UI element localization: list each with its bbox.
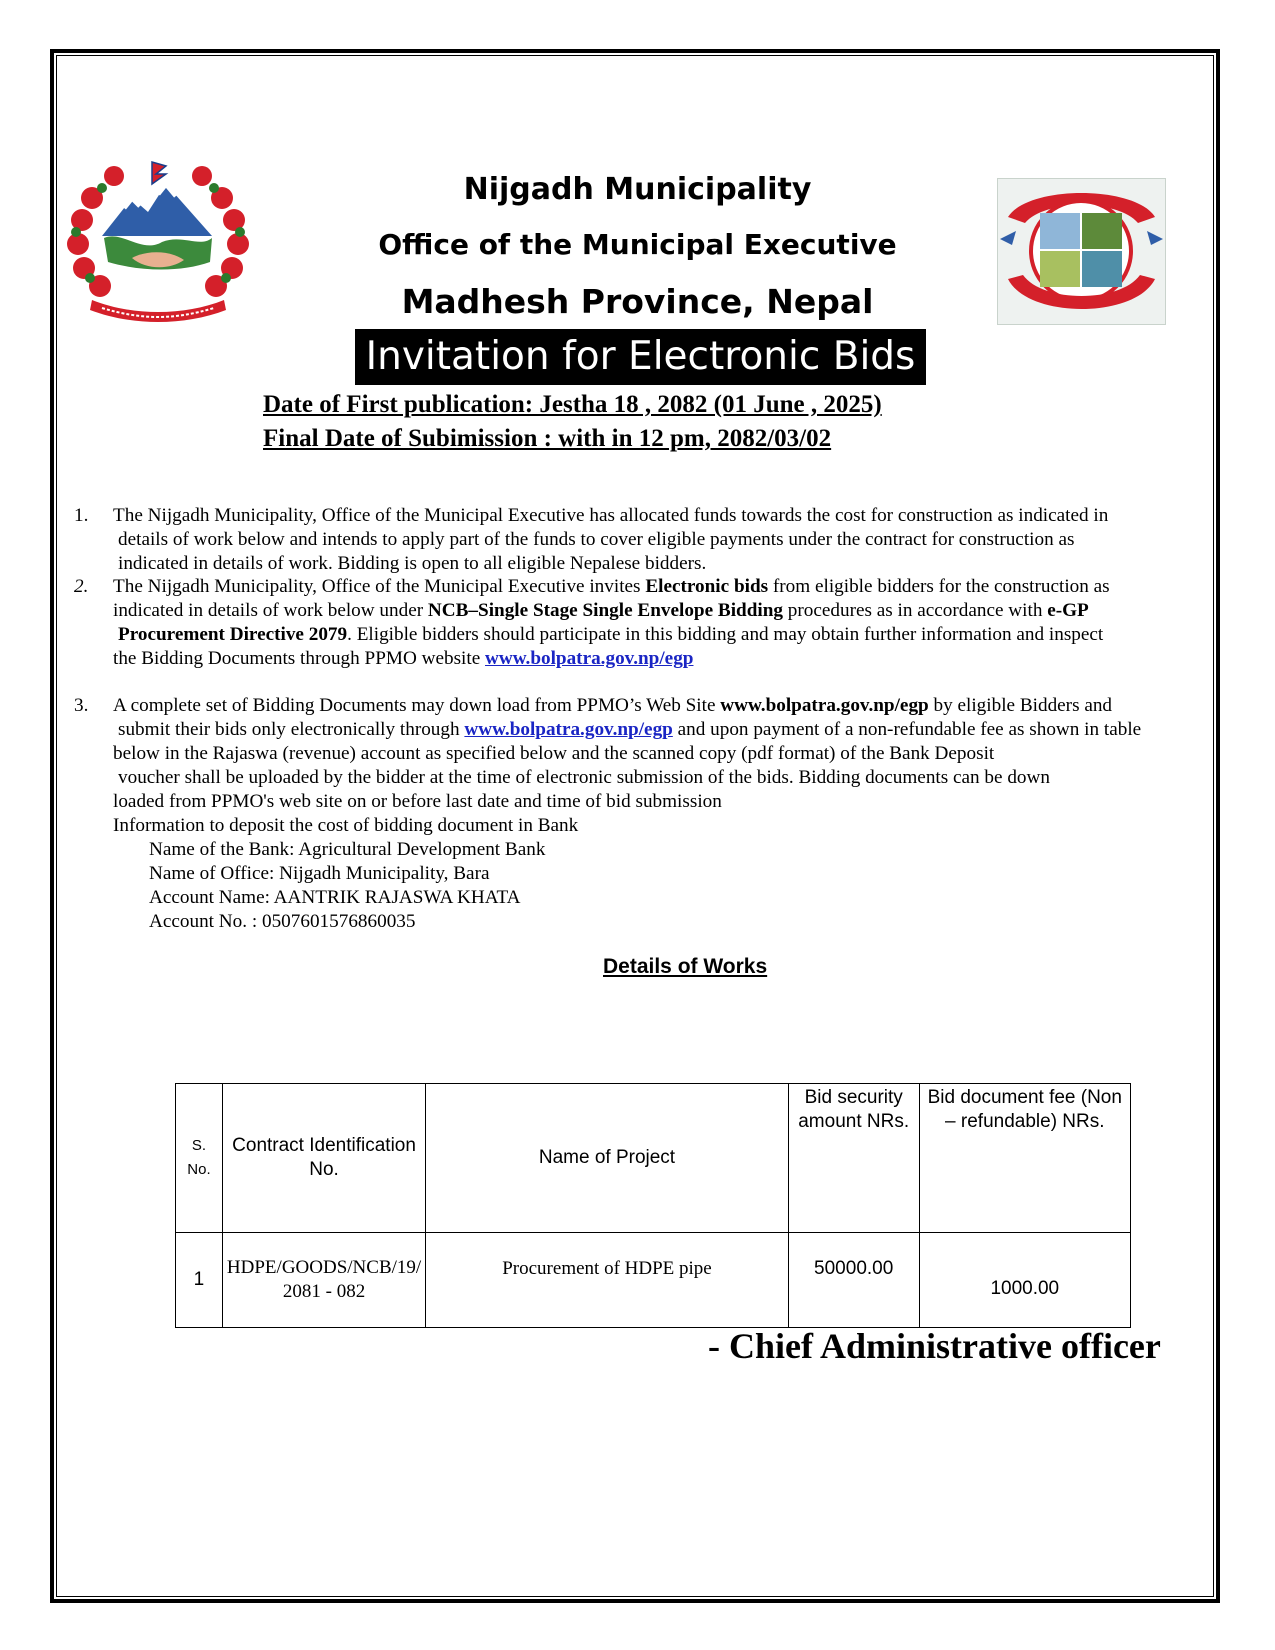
cell-contract-id: HDPE/GOODS/NCB/19/ 2081 - 082 bbox=[222, 1233, 425, 1328]
cell-sn: 1 bbox=[176, 1233, 223, 1328]
final-submission-date: Final Date of Subimission : with in 12 pm, 2082/03/02 bbox=[263, 425, 832, 452]
first-publication-date: Date of First publication: Jestha 18 , 2082 (01 June , 2025) bbox=[263, 391, 882, 418]
clause-line: indicated in details of work. Bidding is open to all eligible Nepalese bidders. bbox=[118, 553, 707, 574]
bank-info-intro: Information to deposit the cost of bidding document in Bank bbox=[113, 815, 579, 836]
clause-number: 3. bbox=[74, 695, 89, 716]
header-doc-fee: Bid document fee (Non – refundable) NRs. bbox=[919, 1084, 1130, 1233]
clause-line bbox=[113, 694, 1172, 718]
org-name: Nijgadh Municipality bbox=[463, 172, 812, 207]
clause-bold-text: e-GP bbox=[1047, 600, 1089, 621]
clause-text: indicated in details of work below under bbox=[113, 600, 428, 621]
clause-text: from eligible bidders for the construction as bbox=[768, 576, 1110, 597]
cell-bid-security: 50000.00 bbox=[788, 1233, 919, 1328]
clause-line: details of work below and intends to apply part of the funds to cover eligible payments under the contract for construction as bbox=[118, 529, 1075, 550]
cell-doc-fee: 1000.00 bbox=[919, 1233, 1130, 1328]
clause-bold-text: Procurement Directive 2079 bbox=[118, 624, 348, 645]
clause-bold-text: Electronic bids bbox=[645, 576, 769, 597]
province-name: Madhesh Province, Nepal bbox=[401, 282, 874, 321]
clause-text: and upon payment of a non-refundable fee as shown in table bbox=[672, 719, 1142, 740]
clause-line: voucher shall be uploaded by the bidder at the time of electronic submission of the bids. Bidding documents can be down bbox=[118, 767, 1050, 788]
clause-number: 1. bbox=[74, 505, 89, 526]
clause-bold-text: www.bolpatra.gov.np/egp bbox=[720, 695, 929, 716]
clause-text: . Eligible bidders should participate in this bidding and may obtain further information and inspect bbox=[347, 624, 1104, 645]
bank-info bbox=[113, 814, 1172, 934]
egp-link[interactable]: www.bolpatra.gov.np/egp bbox=[464, 719, 673, 740]
header-project: Name of Project bbox=[426, 1084, 789, 1233]
header-bid-security: Bid security amount NRs. bbox=[788, 1084, 919, 1233]
office-name-line: Name of Office: Nijgadh Municipality, Bara bbox=[149, 863, 490, 884]
office-name: Office of the Municipal Executive bbox=[378, 228, 897, 261]
clause-line bbox=[113, 599, 1172, 623]
clause-line: loaded from PPMO's web site on or before last date and time of bid submission bbox=[113, 791, 722, 812]
clause-bold-text: NCB–Single Stage Single Envelope Bidding bbox=[427, 600, 783, 621]
table-header-row bbox=[176, 1084, 1131, 1233]
account-name: Account Name: AANTRIK RAJASWA KHATA bbox=[149, 887, 521, 908]
clause-text: A complete set of Bidding Documents may down load from PPMO’s Web Site bbox=[113, 695, 721, 716]
clause-text: by eligible Bidders and bbox=[928, 695, 1113, 716]
clause-text: submit their bids only electronically through bbox=[118, 719, 465, 740]
bank-name: Name of the Bank: Agricultural Development Bank bbox=[149, 839, 546, 860]
cell-project: Procurement of HDPE pipe bbox=[426, 1233, 789, 1328]
clause-text: The Nijgadh Municipality, Office of the Municipal Executive invites bbox=[113, 576, 646, 597]
header-sn: S. No. bbox=[176, 1084, 223, 1233]
signoff: - Chief Administrative officer bbox=[708, 1326, 1161, 1366]
clause-line: The Nijgadh Municipality, Office of the Municipal Executive has allocated funds towards the cost for construction as indicated in bbox=[113, 505, 1109, 526]
notice-title: Invitation for Electronic Bids bbox=[355, 329, 926, 385]
header-contract-id: Contract Identification No. bbox=[222, 1084, 425, 1233]
works-table bbox=[175, 1083, 1131, 1328]
details-of-works-title: Details of Works bbox=[603, 955, 768, 978]
clause-line bbox=[113, 647, 1172, 671]
clause-2 bbox=[70, 575, 1172, 671]
clause-line bbox=[113, 623, 1172, 647]
account-number: Account No. : 0507601576860035 bbox=[149, 911, 416, 932]
ppmo-link[interactable]: www.bolpatra.gov.np/egp bbox=[485, 648, 694, 669]
clause-line bbox=[113, 718, 1172, 742]
clause-1 bbox=[70, 504, 1172, 576]
clause-number: 2. bbox=[74, 576, 89, 597]
clause-3 bbox=[70, 694, 1172, 934]
table-row bbox=[176, 1233, 1131, 1328]
clause-line: below in the Rajaswa (revenue) account as specified below and the scanned copy (pdf format) of the Bank Deposit bbox=[113, 743, 995, 764]
clause-line bbox=[113, 575, 1172, 599]
clause-text: the Bidding Documents through PPMO website bbox=[113, 648, 486, 669]
clause-text: procedures as in accordance with bbox=[782, 600, 1048, 621]
